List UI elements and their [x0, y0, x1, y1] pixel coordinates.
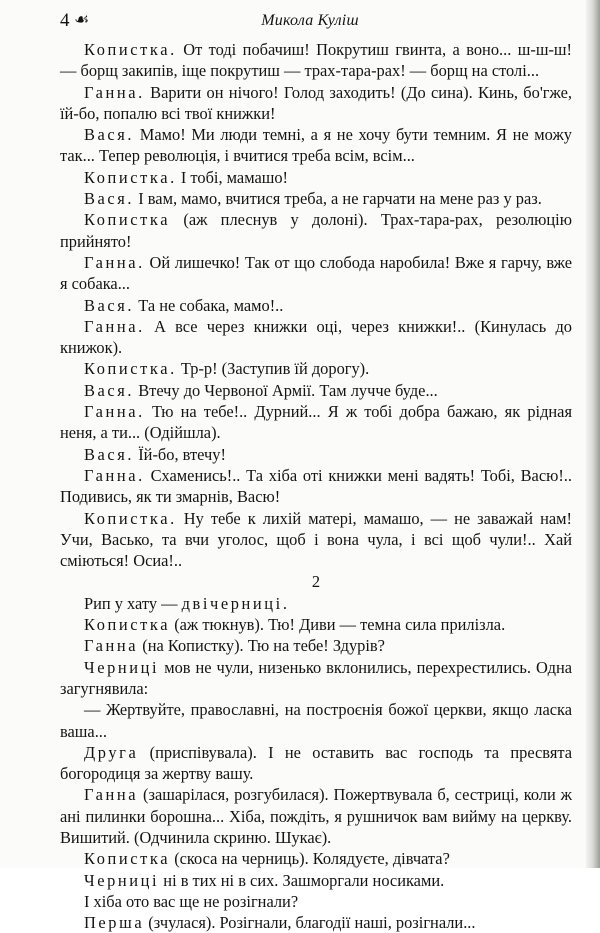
speaker-name: Копистка. [84, 359, 177, 379]
dialogue-paragraph [60, 358, 572, 379]
dialogue-line: Та не собака, мамо!.. [134, 295, 284, 315]
dialogue-paragraph [60, 39, 572, 82]
dialogue-line: (зашарілася, розгубилася). Пожертвувала б, сестриці, коли ж ані пилинки борошна... Хіба, пождіть, я рушничок вам вийму на церкву. Вишитий. (Одчинила скриню. Шукає). [60, 785, 572, 847]
dialogue-paragraph [60, 742, 572, 785]
speaker-name: Копистка [84, 849, 171, 869]
dialogue-paragraph [60, 209, 572, 252]
dialogue-paragraph [60, 316, 572, 359]
speaker-name: Черниці [84, 870, 160, 890]
dialogue-paragraph [60, 167, 572, 188]
speaker-name: Ганна. [84, 402, 145, 422]
dialogue-line: ні в тих ні в сих. Зашморгали носиками. [159, 870, 445, 890]
speaker-name: Вася. [84, 125, 135, 145]
narration-text: Рип у хату — [84, 593, 182, 613]
speaker-name: Ганна. [84, 465, 145, 485]
dialogue-paragraph [60, 870, 572, 891]
speaker-name: Копистка [84, 615, 171, 635]
dialogue-line: Втечу до Червоної Армії. Там лучче буде... [134, 380, 438, 400]
dialogue-line: (зчулася). Розігнали, благодії наші, розігнали... [144, 913, 476, 933]
dialogue-line: Ой лишечко! Так от що слобода наробила! Вже я гарчу, вже я собака... [60, 252, 572, 294]
dialogue-paragraph [60, 635, 572, 656]
speaker-name: Вася. [84, 444, 135, 464]
speaker-name: Копистка. [84, 508, 177, 528]
running-title: Микола Куліш [261, 12, 359, 29]
speaker-name: Вася. [84, 189, 135, 209]
speaker-name: Копистка [84, 210, 171, 230]
dialogue-line: А все через книжки оці, через книжки!.. (Кинулась до книжок). [60, 316, 572, 358]
dialogue-line: Тр-р! (Заступив їй дорогу). [176, 359, 370, 379]
dialogue-line: І тобі, мамашо! [176, 167, 289, 187]
dialogue-line: От тоді побачиш! Покрутиш гвинта, а воно... ш-ш-ш! — борщ закипів, іще покрутиш — трах-тара-рах! — борщ на столі... [60, 40, 572, 81]
narration-text: — Жертвуйте, православні, на построєнія божої церкви, якщо ласка ваша... [60, 700, 572, 741]
dialogue-paragraph [60, 82, 572, 125]
dialogue-paragraph [60, 784, 572, 848]
speaker-name: двічерниці. [181, 593, 290, 613]
dialogue-paragraph [60, 188, 572, 209]
dialogue-paragraph [60, 295, 572, 316]
dialogue-paragraph [60, 252, 572, 295]
dialogue-paragraph [60, 465, 572, 508]
speaker-name: Черниці [84, 657, 160, 677]
dialogue-paragraph [60, 912, 572, 933]
narration-text: І хіба ото вас ще не розігнали? [84, 891, 299, 911]
speaker-name: Ганна. [84, 252, 145, 272]
speaker-name: Вася. [84, 380, 135, 400]
scene-number: 2 [311, 572, 321, 592]
dialogue-line: Варити он нічого! Голод заходить! (До сина). Кинь, бо'гже, їй-бо, попалю всі твої книжки! [60, 82, 572, 123]
speaker-name: Перша [84, 913, 145, 933]
page-header [60, 10, 560, 34]
dialogue-paragraph [60, 614, 572, 635]
dialogue-line: І вам, мамо, вчитися треба, а не гарчати на мене раз у раз. [134, 189, 542, 209]
dialogue-line: Ну тебе к лихій матері, мамашо, — не заважай нам! Учи, Васько, та вчи уголос, щоб і вона чула, і всі щоб чули!.. Хай сміються! Осиа!.. [60, 508, 572, 571]
dialogue-line: (аж тюкнув). Тю! Диви — темна сила прилізла. [170, 615, 506, 635]
speaker-name: Ганна. [84, 316, 145, 336]
dialogue-paragraph [60, 444, 572, 465]
fleuron-ornament-icon: ☙ [74, 10, 90, 30]
dialogue-line: (скоса на черниць). Колядуєте, дівчата? [170, 849, 450, 869]
dialogue-paragraph [60, 124, 572, 167]
dialogue-paragraph [60, 401, 572, 444]
speaker-name: Ганна [84, 636, 139, 656]
page-edge-shadow [586, 0, 600, 868]
dialogue-paragraph [60, 593, 572, 614]
dialogue-paragraph [60, 699, 572, 742]
dialogue-line: Їй-бо, втечу! [134, 444, 226, 464]
dialogue-line: (приспівувала). І не оставить вас господь та пресвята богородиця за жертву вашу. [60, 742, 572, 784]
dialogue-line: (на Копистку). Тю на тебе! Здурів? [138, 636, 385, 656]
dialogue-line: мов не чули, низенько вклонились, перехрестились. Одна загугнявила: [60, 657, 572, 698]
dialogue-line: Тю на тебе!.. Дурний... Я ж тобі добра бажаю, як рідная неня, а ти... (Одійшла). [60, 402, 572, 443]
speaker-name: Вася. [84, 295, 135, 315]
dialogue-paragraph [60, 891, 572, 912]
dialogue-paragraph [60, 380, 572, 401]
page-number: 4 [60, 10, 70, 31]
speaker-name: Друга [84, 742, 139, 762]
dialogue-paragraph [60, 848, 572, 869]
speaker-name: Копистка. [84, 40, 177, 59]
dialogue-paragraph [60, 657, 572, 700]
speaker-name: Ганна [84, 785, 139, 805]
play-text [60, 39, 572, 933]
dialogue-line: Схаменись!.. Та хіба оті книжки мені вадять! Тобі, Васю!.. Подивись, як ти змарнів, Васю! [60, 465, 572, 507]
speaker-name: Ганна. [84, 82, 145, 102]
dialogue-paragraph [60, 508, 572, 572]
dialogue-line: (аж плеснув у долоні). Трах-тара-рах, резолюцію прийнято! [60, 210, 572, 251]
dialogue-line: Мамо! Ми люди темні, а я не хочу бути темним. Я не можу так... Тепер революція, і вчитися треба всім, всім... [60, 125, 572, 166]
speaker-name: Копистка. [84, 167, 177, 187]
